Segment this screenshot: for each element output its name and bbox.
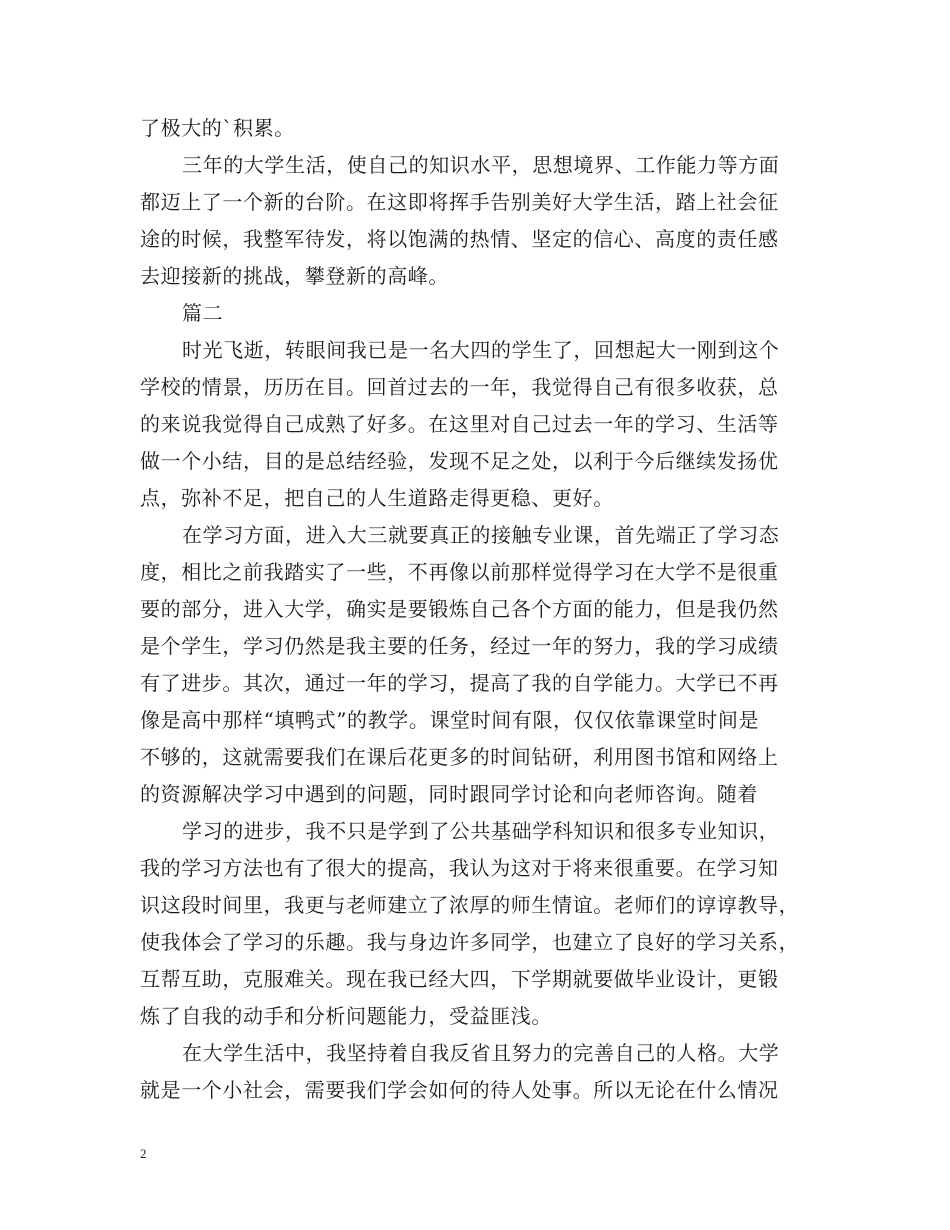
text-line: 我的学习方法也有了很大的提高，我认为这对于将来很重要。在学习知 — [140, 856, 779, 880]
text-line: 点，弥补不足，把自己的人生道路走得更稳、更好。 — [140, 486, 614, 510]
text-line: 在学习方面，进入大三就要真正的接触专业课，首先端正了学习态 — [182, 523, 780, 547]
text-line: 的资源解决学习中遇到的问题，同时跟同学讨论和向老师咨询。随着 — [140, 782, 758, 806]
text-line: 互帮互助，克服难关。现在我已经大四，下学期就要做毕业设计，更锻 — [140, 967, 779, 991]
text-line: 像是高中那样“填鸭式”的教学。课堂时间有限，仅仅依靠课堂时间是 — [140, 708, 760, 732]
text-line: 不够的，这就需要我们在课后花更多的时间钻研，利用图书馆和网络上 — [140, 745, 779, 769]
text-line: 在大学生活中，我坚持着自我反省且努力的完善自己的人格。大学 — [182, 1041, 780, 1065]
text-line: 篇二 — [182, 301, 224, 325]
text-line: 学习的进步，我不只是学到了公共基础学科知识和很多专业知识， — [182, 819, 780, 843]
text-line: 都迈上了一个新的台阶。在这即将挥手告别美好大学生活，踏上社会征 — [140, 190, 779, 214]
page-number: 2 — [140, 1146, 147, 1161]
text-line: 是个学生，学习仍然是我主要的任务，经过一年的努力，我的学习成绩 — [140, 634, 779, 658]
text-line: 时光飞逝，转眼间我已是一名大四的学生了，回想起大一刚到这个 — [182, 338, 780, 362]
text-line: 度，相比之前我踏实了一些，不再像以前那样觉得学习在大学不是很重 — [140, 560, 779, 584]
text-line: 识这段时间里，我更与老师建立了浓厚的师生情谊。老师们的谆谆教导， — [140, 893, 800, 917]
text-line: 学校的情景，历历在目。回首过去的一年，我觉得自己有很多收获，总 — [140, 375, 779, 399]
text-line: 使我体会了学习的乐趣。我与身边许多同学，也建立了良好的学习关系， — [140, 930, 800, 954]
text-line: 的来说我觉得自己成熟了好多。在这里对自己过去一年的学习、生活等 — [140, 412, 779, 436]
document-body — [140, 110, 814, 1109]
text-line: 途的时候，我整军待发，将以饱满的热情、坚定的信心、高度的责任感 — [140, 227, 779, 251]
text-line: 了极大的`积累。 — [140, 116, 295, 140]
text-line: 就是一个小社会，需要我们学会如何的待人处事。所以无论在什么情况 — [140, 1078, 779, 1102]
text-line: 做一个小结，目的是总结经验，发现不足之处，以利于今后继续发扬优 — [140, 449, 779, 473]
text-line: 炼了自我的动手和分析问题能力，受益匪浅。 — [140, 1004, 552, 1028]
text-line: 要的部分，进入大学，确实是要锻炼自己各个方面的能力，但是我仍然 — [140, 597, 779, 621]
text-line: 三年的大学生活，使自己的知识水平，思想境界、工作能力等方面 — [182, 153, 780, 177]
text-line: 有了进步。其次，通过一年的学习，提高了我的自学能力。大学已不再 — [140, 671, 779, 695]
text-line: 去迎接新的挑战，攀登新的高峰。 — [140, 264, 449, 288]
